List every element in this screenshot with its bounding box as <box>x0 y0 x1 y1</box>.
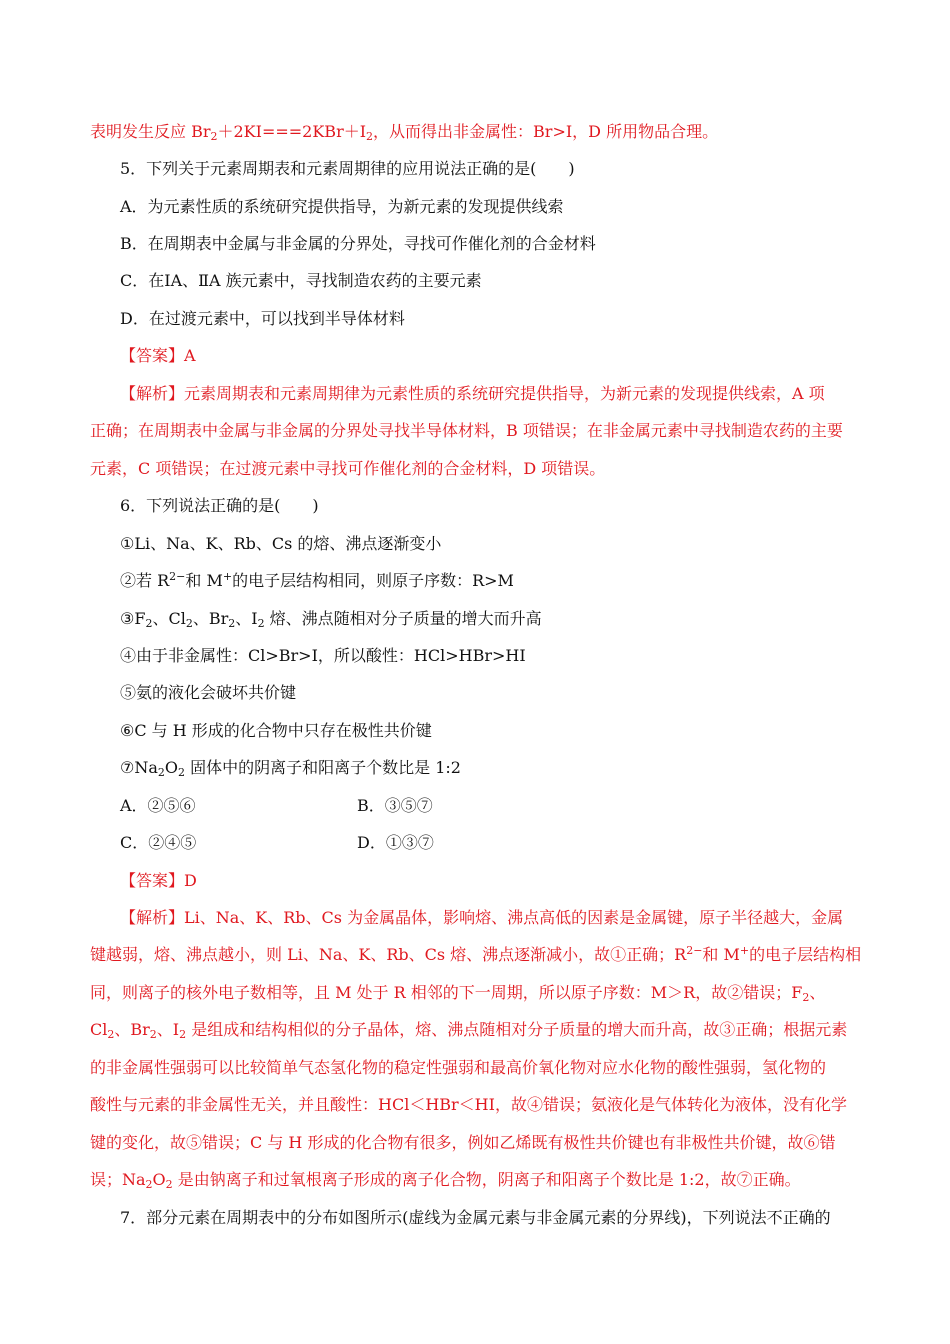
q5-option-c: C．在ⅠA、ⅡA 族元素中，寻找制造农药的主要元素 <box>120 271 482 290</box>
q5-answer: 【答案】A <box>120 346 196 365</box>
q6-answer: 【答案】D <box>120 871 197 890</box>
q6-analysis-line-5: 的非金属性强弱可以比较简单气态氢化物的稳定性强弱和最高价氧化物对应水化物的酸性强弱，氢化物的 <box>90 1058 827 1077</box>
q6-option-a: A．②⑤⑥ <box>120 796 196 815</box>
q6-analysis-line-8: 误；$Na_2O_2$ 是由钠离子和过氧根离子形成的离子化合物，阴离子和阳离子个数比是 1:2，故⑦正确。 <box>90 1170 801 1191</box>
q6-stem: 6．下列说法正确的是( ) <box>120 496 319 515</box>
q6-analysis-line-2: 键越弱，熔、沸点越小，则 Li、Na、K、Rb、Cs 熔、沸点逐渐减小，故①正确；$R^{2-}$和 M+的电子层结构相 <box>90 944 862 964</box>
q6-option-b: B．③⑤⑦ <box>357 796 433 815</box>
q6-statement-1: ①Li、Na、K、Rb、Cs 的熔、沸点逐渐变小 <box>120 534 442 553</box>
q6-statement-3: $③F_2$、$Cl_2$、$Br_2$、$I_2$ 熔、沸点随相对分子质量的增大而升高 <box>120 609 542 630</box>
q6-analysis-line-6: 酸性与元素的非金属性无关，并且酸性：HCl＜HBr＜HI，故④错误；氨液化是气体转化为液体，没有化学 <box>90 1095 847 1114</box>
q6-statement-7: $⑦Na_2O_2$ 固体中的阴离子和阳离子个数比是 1:2 <box>120 758 461 779</box>
previous-analysis-tail: 表明发生反应 $Br_2+2KI===2KBr+I_2$，从而得出非金属性：Br>I，D 所用物品合理。 <box>90 122 719 143</box>
q5-analysis-line-3: 元素，C 项错误；在过渡元素中寻找可作催化剂的合金材料，D 项错误。 <box>90 459 606 478</box>
q6-analysis-line-7: 键的变化，故⑤错误；C 与 H 形成的化合物有很多，例如乙烯既有极性共价键也有非极性共价键，故⑥错 <box>90 1133 836 1152</box>
q6-statement-6: ⑥C 与 H 形成的化合物中只存在极性共价键 <box>120 721 432 740</box>
q5-analysis-line-2: 正确；在周期表中金属与非金属的分界处寻找半导体材料，B 项错误；在非金属元素中寻找制造农药的主要 <box>90 421 843 440</box>
q5-analysis-line-1: 【解析】元素周期表和元素周期律为元素性质的系统研究提供指导，为新元素的发现提供线索，A 项 <box>120 384 825 403</box>
q6-option-c: C．②④⑤ <box>120 833 197 852</box>
q6-analysis-line-4: $Cl_2$、$Br_2$、$I_2$ 是组成和结构相似的分子晶体，熔、沸点随相对分子质量的增大而升高，故③正确；根据元素 <box>90 1020 848 1041</box>
q5-option-a: A．为元素性质的系统研究提供指导，为新元素的发现提供线索 <box>120 197 564 216</box>
q5-option-b: B．在周期表中金属与非金属的分界处，寻找可作催化剂的合金材料 <box>120 234 596 253</box>
q5-stem: 5．下列关于元素周期表和元素周期律的应用说法正确的是( ) <box>120 159 575 178</box>
q6-option-d: D．①③⑦ <box>357 833 434 852</box>
q6-analysis-line-3: 同，则离子的核外电子数相等，且 M 处于 R 相邻的下一周期，所以原子序数：M＞R，故②错误；$F_2$、 <box>90 983 826 1004</box>
q6-statement-5: ⑤氨的液化会破坏共价键 <box>120 683 297 702</box>
q6-statement-4: ④由于非金属性：Cl>Br>I，所以酸性：HCl>HBr>HI <box>120 646 526 665</box>
q6-statement-2: ②若 $R^{2-}$和 M+的电子层结构相同，则原子序数：R>M <box>120 570 514 590</box>
q7-stem: 7．部分元素在周期表中的分布如图所示(虚线为金属元素与非金属元素的分界线)，下列说法不正确的 <box>120 1208 831 1227</box>
q6-analysis-line-1: 【解析】Li、Na、K、Rb、Cs 为金属晶体，影响熔、沸点高低的因素是金属键，原子半径越大，金属 <box>120 908 844 927</box>
q5-option-d: D．在过渡元素中，可以找到半导体材料 <box>120 309 405 328</box>
